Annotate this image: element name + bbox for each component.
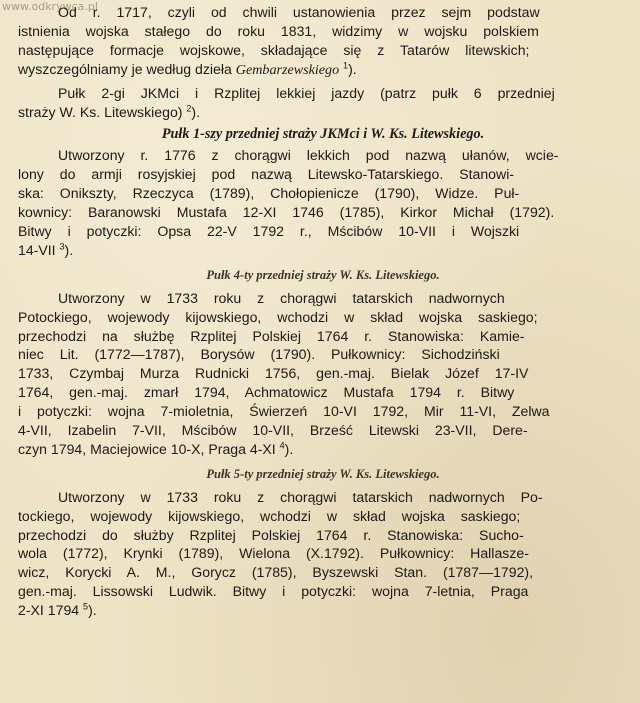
footnote-ref: 3 (59, 241, 65, 252)
footnote-ref: 1 (343, 60, 349, 71)
regiment-5-heading: Pułk 5-ty przedniej straży W. Ks. Litewskiego. (206, 466, 440, 481)
regiment-4-line: Potockiego, wojewody kijowskiego, wchodzi w skład wojska saskiego; (18, 308, 538, 325)
regiment-4-line: Utworzony w 1733 roku z chorągwi tatarskich nadwornych (58, 289, 505, 306)
regiment-4-line-text: czyn 1794, Maciejowice 10-X, Praga 4-XI (18, 440, 276, 457)
regiment-1-line: Bitwy i potyczki: Opsa 22-V 1792 r., Mścibów 10-VII i Wojszki (18, 222, 520, 239)
regiment-1-line: kownicy: Baranowski Mustafa 12-XI 1746 (1785), Kirkor Michał (1792). (18, 204, 555, 221)
regiment-1-line: Utworzony r. 1776 z chorągwi lekkich pod nazwą ułanów, wcie- (58, 147, 559, 164)
intro-line (18, 60, 628, 80)
regiment-5-line: Utworzony w 1733 roku z chorągwi tatarskich nadwornych Po- (58, 488, 543, 505)
watermark: www.odkrywca.pl (2, 0, 98, 13)
regiment-5-paragraph (18, 488, 628, 620)
regiment-5-line: wicz, Korycki A. M., Gorycz (1785), Byszewski Stan. (1787—1792), (18, 564, 534, 581)
regiment-4-line: 1764, gen.-maj. zmarł 1794, Achmatowicz Mustafa 1794 r. Bitwy (18, 384, 515, 401)
regiment-2-line (18, 103, 628, 122)
regiment-2-line2: straży W. Ks. Litewskiego) (18, 103, 183, 120)
regiment-4-line: 1733, Czymbaj Murza Rudnicki 1756, gen.-maj. Bielak Józef 17-IV (18, 365, 529, 382)
book-title: Gembarzewskiego (235, 61, 340, 78)
regiment-4-line: 4-VII, Izabelin 7-VII, Mścibów 10-VII, Brześć Litewski 23-VII, Dere- (18, 422, 528, 439)
regiment-1-line (18, 241, 628, 260)
regiment-5-line-text: 2-XI 1794 (18, 602, 80, 619)
regiment-5-line: przechodzi do służby Rzplitej Polskiej 1764 r. Stanowiska: Sucho- (18, 526, 524, 543)
line-end: ). (88, 602, 97, 619)
regiment-5-line: gen.-maj. Lissowski Ludwik. Bitwy i potyczki: wojna 7-letnia, Praga (18, 583, 529, 600)
regiment-1-line: lony do armji rosyjskiej pod nazwą Litewsko-Tatarskiego. Stanowi- (18, 166, 515, 183)
regiment-4-heading: Pułk 4-ty przedniej straży W. Ks. Litewskiego. (206, 267, 440, 282)
footnote-ref: 2 (186, 102, 192, 113)
footnote-ref: 4 (279, 440, 285, 451)
regiment-4-line: niec Lit. (1772—1787), Borysów (1790). Pułkownicy: Sichodziński (18, 346, 500, 363)
regiment-5-line: wola (1772), Krynki (1789), Wielona (X.1792). Pułkownicy: Hallasze- (18, 545, 529, 562)
footnote-ref: 5 (83, 601, 89, 612)
regiment-4-line (18, 440, 628, 459)
regiment-4-paragraph (18, 289, 628, 459)
regiment-5-line (18, 601, 628, 620)
intro-line: istnienia wojska stałego do roku 1831, widzimy w wojsku polskiem (18, 22, 539, 39)
line-end: ). (64, 241, 74, 258)
regiment-4-line: przechodzi na służbę Rzplitej Polskiej 1764 r. Stanowiska: Kamie- (18, 327, 525, 344)
regiment-1-line: ska: Onikszty, Rzeczyca (1789), Chołopienicze (1790), Widze. Puł- (18, 185, 520, 202)
line-end: ). (284, 440, 294, 457)
intro-line: Od r. 1717, czyli od chwili ustanowienia przez sejm podstaw (58, 4, 540, 20)
document-page (18, 3, 628, 620)
line-end: ). (348, 60, 357, 77)
regiment-1-paragraph (18, 146, 628, 259)
intro-paragraph (18, 3, 628, 80)
regiment-1-line-text: 14-VII (18, 241, 56, 258)
line-end: ). (191, 103, 201, 120)
regiment-4-line: i potyczki: wojna 7-mioletnia, Świerzeń 10-VI 1792, Mir 11-VI, Zelwa (18, 403, 550, 420)
regiment-2-paragraph (18, 84, 628, 122)
regiment-5-line: tockiego, wojewody kijowskiego, wchodzi w skład wojska saskiego; (18, 507, 521, 524)
regiment-1-heading: Pułk 1-szy przedniej straży JKMci i W. Ks. Litewskiego. (161, 126, 485, 143)
regiment-2-line: Pułk 2-gi JKMci i Rzplitej lekkiej jazdy (patrz pułk 6 przedniej (58, 84, 555, 101)
intro-line: następujące formacje wojskowe, składające się z Tatarów litewskich; (18, 41, 530, 58)
intro-line-text: wyszczególniamy je według dzieła (18, 60, 232, 77)
